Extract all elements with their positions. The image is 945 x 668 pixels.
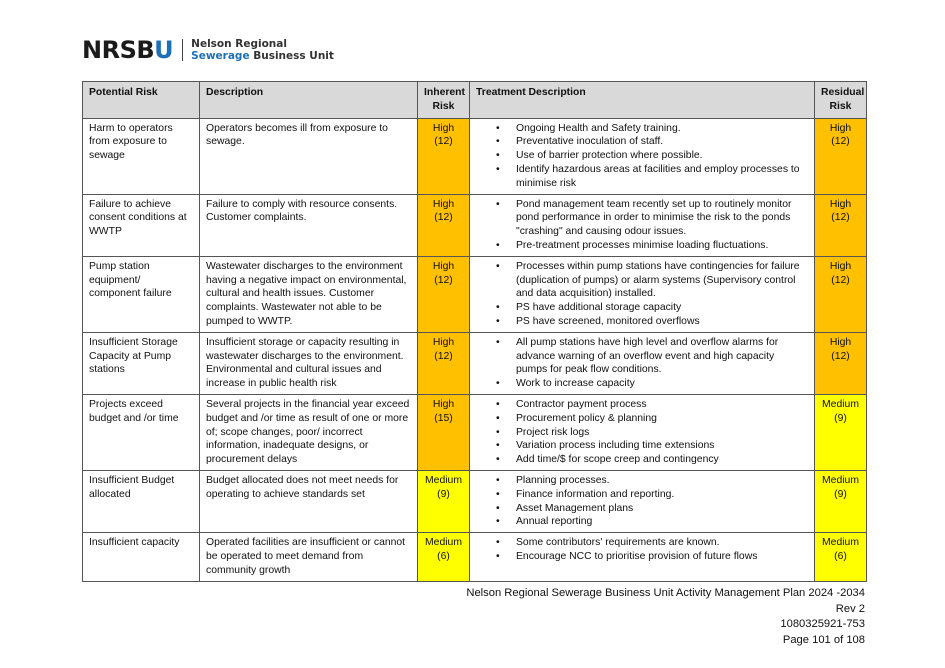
- treatment-list: [476, 260, 808, 329]
- risk-cell: Failure to achieve consent conditions at WWTP: [83, 194, 200, 256]
- residual-risk-cell-level: Medium: [822, 398, 859, 410]
- logo-tagline-rest: Business Unit: [249, 50, 334, 62]
- treatment-item: • Procurement policy & planning: [516, 412, 808, 426]
- treatment-list: [476, 536, 808, 564]
- treatment-cell: [470, 194, 815, 256]
- inherent-risk-cell: [418, 256, 470, 332]
- treatment-list: [476, 198, 808, 253]
- treatment-item: • Processes within pump stations have contingencies for failure (duplication of pumps) or alarm systems (Supervisory control and data acquisition) installed.: [516, 260, 808, 301]
- inherent-risk-cell-score: (12): [434, 136, 453, 148]
- inherent-risk-cell-score: (9): [437, 488, 450, 500]
- inherent-risk-cell-level: Medium: [425, 537, 462, 549]
- residual-risk-cell-level: High: [829, 198, 852, 210]
- treatment-item: • Identify hazardous areas at facilities and employ processes to minimise risk: [516, 163, 808, 191]
- residual-risk-cell-level: High: [829, 336, 852, 348]
- residual-risk-cell-score: (6): [834, 550, 847, 562]
- footer-revision: Rev 2: [835, 602, 865, 615]
- risk-table-body: [83, 118, 867, 581]
- description-cell: Budget allocated does not meet needs for operating to achieve standards set: [200, 470, 418, 532]
- inherent-risk-cell: [418, 470, 470, 532]
- residual-risk-cell-level: High: [829, 260, 852, 272]
- description-cell: Several projects in the financial year exceed budget and /or time as result of one or more of; scope changes, poor/ incorrect information, inadequate designs, or procurement delays: [200, 394, 418, 470]
- table-row: [83, 470, 867, 532]
- table-header-row: [83, 82, 867, 119]
- residual-risk-cell-score: (12): [831, 350, 850, 362]
- residual-risk-cell: [815, 533, 867, 581]
- logo-tagline-sewerage: Sewerage: [191, 50, 250, 62]
- risk-cell: Projects exceed budget and /or time: [83, 394, 200, 470]
- residual-risk-cell-level: High: [829, 122, 852, 134]
- treatment-list: [476, 122, 808, 191]
- inherent-risk-cell: [418, 194, 470, 256]
- description-cell: Insufficient storage or capacity resulting in wastewater discharges to the environment. Environmental and cultural issues and increase in public health risk: [200, 332, 418, 394]
- inherent-risk-cell: [418, 533, 470, 581]
- inherent-risk-cell-level: High: [432, 122, 455, 134]
- treatment-cell: [470, 470, 815, 532]
- risk-cell: Insufficient Budget allocated: [83, 470, 200, 532]
- residual-risk-cell-level: Medium: [822, 537, 859, 549]
- inherent-risk-cell-level: High: [432, 398, 455, 410]
- logo-tagline: [191, 38, 334, 62]
- col-header-description: Description: [200, 82, 418, 119]
- nrsbu-logo: [82, 38, 334, 62]
- col-header-treatment: Treatment Description: [470, 82, 815, 119]
- treatment-cell: [470, 394, 815, 470]
- treatment-item: • Work to increase capacity: [516, 377, 808, 391]
- table-row: [83, 332, 867, 394]
- logo-wordmark-accent: U: [154, 36, 174, 64]
- col-header-potential-risk: Potential Risk: [83, 82, 200, 119]
- inherent-risk-cell-level: High: [432, 260, 455, 272]
- residual-risk-cell: [815, 394, 867, 470]
- table-row: [83, 118, 867, 194]
- treatment-cell: [470, 118, 815, 194]
- description-cell: Failure to comply with resource consents. Customer complaints.: [200, 194, 418, 256]
- treatment-item: • Variation process including time extensions: [516, 439, 808, 453]
- treatment-item: • PS have screened, monitored overflows: [516, 315, 808, 329]
- inherent-risk-cell: [418, 118, 470, 194]
- residual-risk-cell-score: (12): [831, 274, 850, 286]
- treatment-item: • Some contributors' requirements are known.: [516, 536, 808, 550]
- logo-tagline-line1: Nelson Regional: [191, 38, 287, 50]
- residual-risk-cell-score: (12): [831, 136, 850, 148]
- treatment-item: • Pre-treatment processes minimise loading fluctuations.: [516, 239, 808, 253]
- inherent-risk-cell-score: (12): [434, 350, 453, 362]
- inherent-risk-cell-level: High: [432, 198, 455, 210]
- table-row: [83, 533, 867, 581]
- risk-cell: Insufficient capacity: [83, 533, 200, 581]
- risk-table: [82, 81, 867, 582]
- treatment-item: • Preventative inoculation of staff.: [516, 135, 808, 149]
- treatment-item: • Use of barrier protection where possible.: [516, 149, 808, 163]
- inherent-risk-cell-score: (12): [434, 274, 453, 286]
- footer-plan-title: Nelson Regional Sewerage Business Unit Activity Management Plan 2024 -2034: [466, 587, 865, 599]
- treatment-item: • Project risk logs: [516, 426, 808, 440]
- treatment-item: • Ongoing Health and Safety training.: [516, 122, 808, 136]
- logo-divider: [182, 39, 183, 61]
- table-row: [83, 394, 867, 470]
- logo-tagline-line2: [191, 50, 334, 62]
- inherent-risk-cell-level: High: [432, 336, 455, 348]
- treatment-cell: [470, 256, 815, 332]
- footer-document-id: 1080325921-753: [780, 618, 865, 630]
- treatment-cell: [470, 533, 815, 581]
- inherent-risk-cell: [418, 394, 470, 470]
- col-header-inherent-risk: Inherent Risk: [418, 82, 470, 119]
- treatment-item: • PS have additional storage capacity: [516, 301, 808, 315]
- treatment-item: • Asset Management plans: [516, 502, 808, 516]
- risk-cell: Pump station equipment/ component failure: [83, 256, 200, 332]
- description-cell: Operators becomes ill from exposure to sewage.: [200, 118, 418, 194]
- inherent-risk-cell: [418, 332, 470, 394]
- residual-risk-cell: [815, 256, 867, 332]
- residual-risk-cell-level: Medium: [822, 474, 859, 486]
- treatment-cell: [470, 332, 815, 394]
- logo-wordmark: [82, 38, 173, 62]
- treatment-item: • Finance information and reporting.: [516, 488, 808, 502]
- footer-page-number: Page 101 of 108: [782, 633, 865, 646]
- col-header-residual-risk: Residual Risk: [815, 82, 867, 119]
- inherent-risk-cell-score: (6): [437, 550, 450, 562]
- description-cell: Wastewater discharges to the environment having a negative impact on environmental, cultural and health issues. Customer complaints. Wastewater not able to be pumped to WWTP.: [200, 256, 418, 332]
- treatment-list: [476, 398, 808, 467]
- residual-risk-cell: [815, 118, 867, 194]
- treatment-item: • Contractor payment process: [516, 398, 808, 412]
- residual-risk-cell: [815, 470, 867, 532]
- table-row: [83, 194, 867, 256]
- treatment-item: • All pump stations have high level and overflow alarms for advance warning of an overflow event and high capacity pumps for peak flow conditions.: [516, 336, 808, 377]
- inherent-risk-cell-level: Medium: [425, 474, 462, 486]
- page-footer: [466, 586, 865, 648]
- residual-risk-cell-score: (9): [834, 488, 847, 500]
- inherent-risk-cell-score: (15): [434, 412, 453, 424]
- risk-cell: Insufficient Storage Capacity at Pump stations: [83, 332, 200, 394]
- logo-wordmark-main: NRSB: [82, 36, 155, 64]
- treatment-item: • Add time/$ for scope creep and contingency: [516, 453, 808, 467]
- treatment-item: • Annual reporting: [516, 515, 808, 529]
- residual-risk-cell: [815, 332, 867, 394]
- treatment-item: • Encourage NCC to prioritise provision of future flows: [516, 550, 808, 564]
- residual-risk-cell: [815, 194, 867, 256]
- treatment-item: • Pond management team recently set up to routinely monitor pond performance in order to minimise the risk to the ponds "crashing" and causing odour issues.: [516, 198, 808, 239]
- residual-risk-cell-score: (12): [831, 212, 850, 224]
- table-row: [83, 256, 867, 332]
- inherent-risk-cell-score: (12): [434, 212, 453, 224]
- description-cell: Operated facilities are insufficient or cannot be operated to meet demand from community growth: [200, 533, 418, 581]
- risk-cell: Harm to operators from exposure to sewage: [83, 118, 200, 194]
- treatment-list: [476, 474, 808, 529]
- treatment-item: • Planning processes.: [516, 474, 808, 488]
- treatment-list: [476, 336, 808, 391]
- residual-risk-cell-score: (9): [834, 412, 847, 424]
